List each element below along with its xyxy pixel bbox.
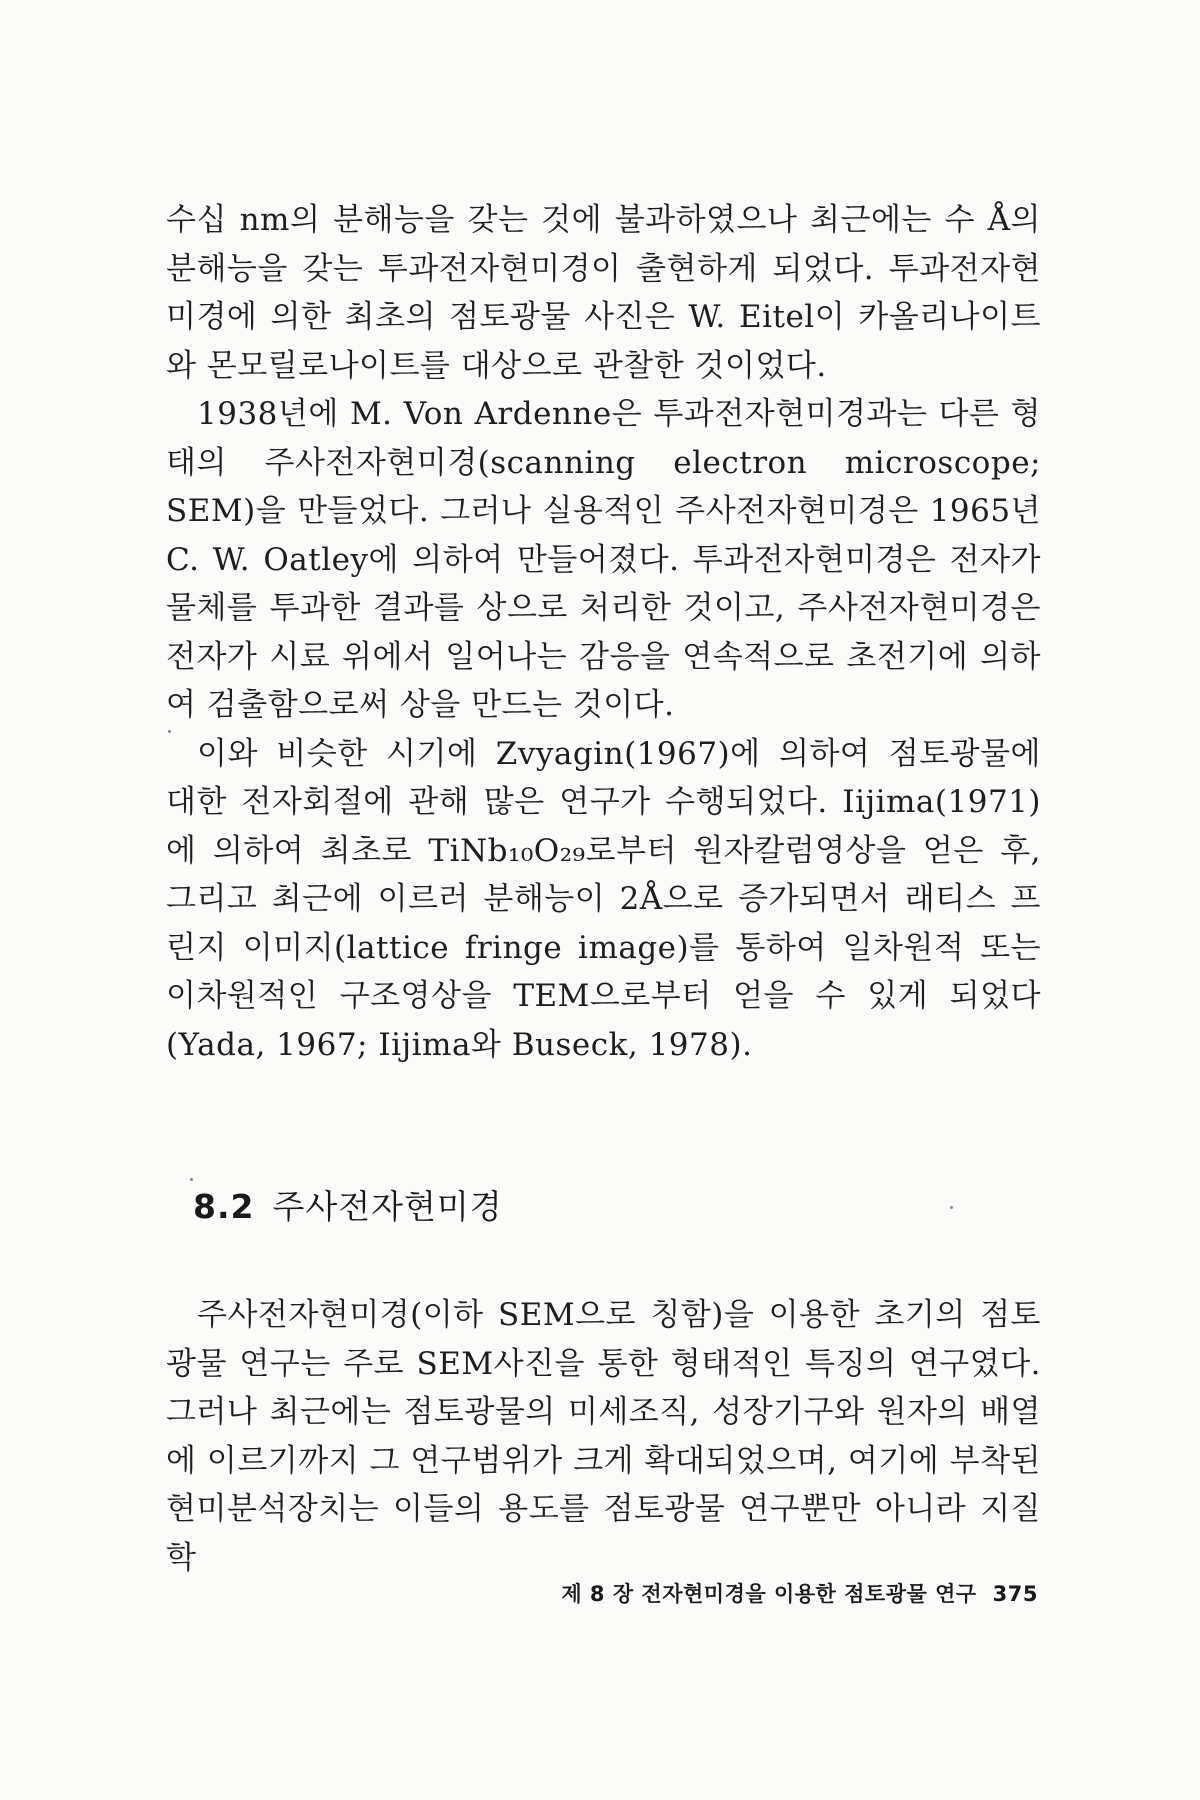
paragraph-4: 주사전자현미경(이하 SEM으로 칭함)을 이용한 초기의 점토광물 연구는 주로 SEM사진을 통한 형태적인 특징의 연구였다. 그러나 최근에는 점토광물의 미세조직, 성장기구와 원자의 배열에 이르기까지 그 연구범위가 크게 확대되었으며, 여기에 부착된 현미분석장치는 이들의 용도를 점토광물 연구뿐만 아니라 지질학: [166, 1297, 1041, 1576]
speck-mark: [190, 1178, 193, 1181]
speck-mark: [950, 1206, 953, 1209]
paragraph-2: 1938년에 M. Von Ardenne은 투과전자현미경과는 다른 형태의 주사전자현미경(scanning electron microscope; SEM)을 만들었다. 그러나 실용적인 주사전자현미경은 1965년 C. W. Oatley에 의하여 만들어졌다. 투과전자현미경은 전자가 물체를 투과한 결과를 상으로 처리한 것이고, 주사전자현미경은 전자가 시료 위에서 일어나는 감응을 연속적으로 초전기에 의하여 검출함으로써 상을 만드는 것이다.: [166, 396, 1041, 723]
section-number: 8.2: [193, 1187, 255, 1226]
paragraph-1: 수십 nm의 분해능을 갖는 것에 불과하였으나 최근에는 수 Å의 분해능을 갖는 투과전자현미경이 출현하게 되었다. 투과전자현미경에 의한 최초의 점토광물 사진은 W. Eitel이 카올리나이트와 몬모릴로나이트를 대상으로 관찰한 것이었다.: [166, 202, 1041, 384]
page-number: 375: [992, 1582, 1038, 1606]
section-heading: [193, 1181, 503, 1228]
footer-chapter-title: 제 8 장 전자현미경을 이용한 점토광물 연구: [561, 1582, 977, 1606]
body-text-bottom: [166, 1291, 1041, 1582]
speck-mark: [168, 730, 171, 733]
paragraph-3: 이와 비슷한 시기에 Zvyagin(1967)에 의하여 점토광물에 대한 전자회절에 관해 많은 연구가 수행되었다. Iijima(1971)에 의하여 최초로 TiNb₁₀O₂₉로부터 원자칼럼영상을 얻은 후, 그리고 최근에 이르러 분해능이 2Å으로 증가되면서 래티스 프린지 이미지(lattice fringe image)를 통하여 일차원적 또는 이차원적인 구조영상을 TEM으로부터 얻을 수 있게 되었다(Yada, 1967; Iijima와 Buseck, 1978).: [166, 735, 1041, 1063]
running-footer: [561, 1578, 1038, 1608]
body-text-top: [166, 196, 1041, 1069]
section-title: 주사전자현미경: [272, 1187, 503, 1226]
